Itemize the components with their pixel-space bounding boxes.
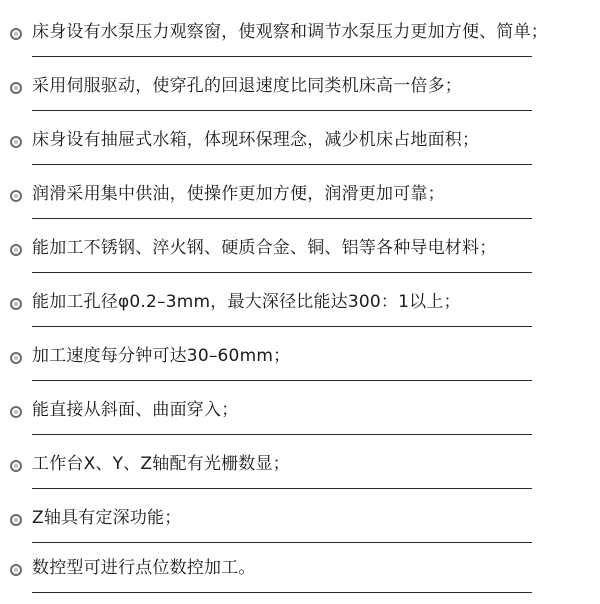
list-item xyxy=(0,284,600,338)
circle-bullet-icon xyxy=(10,190,22,202)
underline-rule xyxy=(32,326,532,327)
list-item xyxy=(0,176,600,230)
feature-text: 加工速度每分钟可达30–60mm； xyxy=(32,346,291,366)
feature-text: 采用伺服驱动，使穿孔的回退速度比同类机床高一倍多； xyxy=(32,76,462,96)
feature-text: 润滑采用集中供油，使操作更加方便，润滑更加可靠； xyxy=(32,184,445,204)
circle-bullet-icon xyxy=(10,244,22,256)
list-item xyxy=(0,122,600,176)
circle-bullet-icon xyxy=(10,514,22,526)
circle-bullet-icon xyxy=(10,564,22,576)
circle-bullet-icon xyxy=(10,28,22,40)
underline-rule xyxy=(32,110,532,111)
feature-text: 能直接从斜面、曲面穿入； xyxy=(32,400,239,420)
underline-rule xyxy=(32,592,532,593)
feature-text: 工作台X、Y、Z轴配有光栅数显； xyxy=(32,454,290,474)
circle-bullet-icon xyxy=(10,406,22,418)
list-item xyxy=(0,230,600,284)
underline-rule xyxy=(32,542,532,543)
circle-bullet-icon xyxy=(10,82,22,94)
list-item xyxy=(0,550,600,604)
underline-rule xyxy=(32,434,532,435)
circle-bullet-icon xyxy=(10,352,22,364)
feature-text: 床身设有水泵压力观察窗，使观察和调节水泵压力更加方便、简单； xyxy=(32,22,548,42)
list-item xyxy=(0,500,600,554)
underline-rule xyxy=(32,56,532,57)
underline-rule xyxy=(32,164,532,165)
list-item xyxy=(0,338,600,392)
feature-text: 能加工孔径φ0.2–3mm，最大深径比能达300：1以上； xyxy=(32,292,461,312)
underline-rule xyxy=(32,380,532,381)
circle-bullet-icon xyxy=(10,136,22,148)
feature-text: 床身设有抽屉式水箱，体现环保理念，减少机床占地面积； xyxy=(32,130,480,150)
list-item xyxy=(0,68,600,122)
list-item xyxy=(0,392,600,446)
list-item xyxy=(0,14,600,68)
circle-bullet-icon xyxy=(10,298,22,310)
underline-rule xyxy=(32,218,532,219)
circle-bullet-icon xyxy=(10,460,22,472)
underline-rule xyxy=(32,488,532,489)
list-item xyxy=(0,446,600,500)
feature-text: Z轴具有定深功能； xyxy=(32,508,182,528)
underline-rule xyxy=(32,272,532,273)
feature-text: 能加工不锈钢、淬火钢、硬质合金、铜、铝等各种导电材料； xyxy=(32,238,497,258)
feature-text: 数控型可进行点位数控加工。 xyxy=(32,558,256,578)
